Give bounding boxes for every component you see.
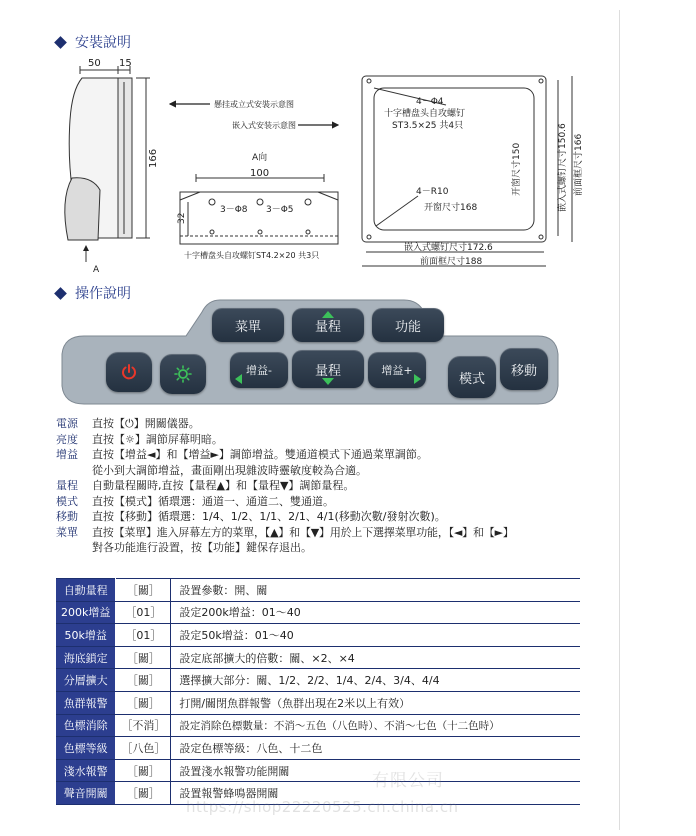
mode-key-label: 模式	[458, 371, 485, 387]
menu-key-label: 菜單	[234, 319, 261, 335]
front-holes-label: 4－Φ4	[416, 97, 444, 107]
bracket-view	[180, 174, 338, 244]
frame-height-label: 前面框尺寸166	[574, 133, 584, 196]
brightness-key[interactable]	[160, 354, 206, 394]
range-down-key[interactable]	[292, 350, 364, 388]
instruction-text: 直按【⏻】開關儀器。	[92, 417, 200, 430]
a-direction-label: A向	[252, 153, 268, 163]
window-width-label: 开窗尺寸168	[424, 203, 478, 213]
bracket-mount-label: 懸挂或立式安裝示意图	[214, 100, 294, 109]
instruction-brightness	[56, 432, 596, 448]
operate-title-text: 操作說明	[75, 286, 131, 302]
setting-value: ［關］	[116, 759, 171, 782]
front-screw-line2: ST3.5×25 共4只	[392, 121, 464, 131]
setting-value: ［八色］	[116, 737, 171, 760]
gain-up-key-label: 增益+	[381, 364, 413, 377]
instruction-text-cont: 從小到大調節增益，畫面剛出現雜波時靈敏度較為合適。	[92, 463, 367, 477]
dim-50: 50	[88, 58, 101, 69]
table-row	[56, 646, 580, 669]
keypad	[60, 298, 560, 408]
hole-8-label: 3－Φ8	[220, 205, 248, 215]
setting-name: 50k增益	[56, 624, 116, 647]
screw-height-label: 嵌入式螺钉尺寸150.6	[558, 123, 568, 212]
setting-name: 淺水報警	[56, 759, 116, 782]
instruction-term: 增益	[56, 448, 78, 461]
frame-width-label: 前面框尺寸188	[420, 257, 483, 267]
setting-desc: 設置報警蜂鳴器開關	[171, 782, 580, 805]
move-key[interactable]	[500, 348, 548, 390]
table-row	[56, 737, 580, 760]
setting-desc: 打開/關閉魚群報警（魚群出現在2米以上有效）	[171, 691, 580, 714]
table-row	[56, 691, 580, 714]
install-diagram	[0, 0, 696, 290]
instruction-menu	[56, 525, 596, 541]
setting-desc: 設定200k增益：01～40	[171, 601, 580, 624]
setting-name: 色標消除	[56, 714, 116, 737]
table-row	[56, 601, 580, 624]
gain-down-key-label: 增益-	[246, 364, 272, 377]
move-key-label: 移動	[510, 363, 537, 379]
setting-desc: 設定消除色標數量：不消～五色（八色時）、不消～七色（十二色時）	[171, 714, 580, 737]
instruction-text: 直按【菜單】進入屏幕左方的菜單，【▲】和【▼】用於上下選擇菜單功能，【◄】和【►】	[92, 525, 514, 539]
front-radius-label: 4－R10	[416, 187, 449, 197]
instruction-term: 移動	[56, 510, 78, 523]
arrow-left-icon	[235, 374, 242, 384]
embedded-mount-label: 嵌入式安装示意图	[232, 121, 296, 130]
screw-width-label: 嵌入式螺钉尺寸172.6	[404, 243, 493, 253]
setting-desc: 設置參數：開、關	[171, 579, 580, 602]
instruction-text: 直按【☼】調節屏幕明暗。	[92, 432, 223, 446]
table-row	[56, 759, 580, 782]
instruction-range	[56, 478, 596, 494]
setting-desc: 選擇擴大部分：關、1/2、2/2、1/4、2/4、3/4、4/4	[171, 669, 580, 692]
dim-32: 32	[177, 212, 187, 224]
instruction-gain	[56, 447, 596, 463]
setting-desc: 設置淺水報警功能開關	[171, 759, 580, 782]
setting-name: 海底鎖定	[56, 646, 116, 669]
setting-value: ［關］	[116, 646, 171, 669]
setting-value: ［不消］	[116, 714, 171, 737]
setting-name: 色標等級	[56, 737, 116, 760]
window-height-label: 开窗尺寸150	[512, 142, 522, 196]
instruction-term: 模式	[56, 494, 78, 508]
setting-desc: 設定色標等級：八色、十二色	[171, 737, 580, 760]
setting-name: 分層擴大	[56, 669, 116, 692]
instruction-move	[56, 509, 596, 525]
setting-value: ［關］	[116, 691, 171, 714]
table-row	[56, 624, 580, 647]
gain-up-key[interactable]	[368, 352, 426, 388]
dim-166: 166	[148, 148, 159, 168]
dim-15: 15	[119, 58, 132, 69]
power-key[interactable]	[106, 352, 152, 392]
install-title-text: 安裝說明	[75, 35, 131, 51]
instruction-text: 自動量程關時,直按【量程▲】和【量程▼】調節量程。	[92, 479, 355, 492]
instruction-term: 量程	[56, 479, 78, 492]
front-screw-line1: 十字槽盘头自攻螺钉	[384, 109, 466, 119]
setting-name: 魚群報警	[56, 691, 116, 714]
instruction-text: 直按【移動】循環選：1/4、1/2、1/1、2/1、4/1(移動次數/發射次數)。	[92, 510, 446, 523]
dim-100: 100	[250, 168, 270, 179]
setting-value: ［01］	[116, 601, 171, 624]
arrow-down-icon	[322, 378, 334, 385]
setting-value: ［關］	[116, 782, 171, 805]
function-key-label: 功能	[394, 319, 421, 335]
arrow-right-icon	[414, 374, 421, 384]
range-up-key-label: 量程	[314, 319, 341, 335]
setting-desc: 設定底部擴大的倍數：關、×2、×4	[171, 646, 580, 669]
setting-value: ［關］	[116, 669, 171, 692]
instruction-term: 菜單	[56, 525, 78, 539]
side-view	[65, 66, 150, 262]
setting-name: 自動量程	[56, 579, 116, 602]
setting-name: 200k增益	[56, 601, 116, 624]
menu-key[interactable]	[212, 308, 284, 342]
bracket-screw-note: 十字槽盘头自攻螺钉ST4.2×20 共3只	[184, 251, 320, 260]
settings-table	[56, 578, 580, 805]
watermark-url: https://shop22220525.cn.china.cn	[186, 798, 459, 816]
instructions	[56, 416, 596, 556]
hole-5-label: 3－Φ5	[266, 205, 294, 215]
instruction-power	[56, 416, 596, 432]
instruction-text-cont: 對各功能進行設置，按【功能】鍵保存退出。	[92, 541, 312, 554]
watermark-company: 有限公司	[372, 771, 444, 791]
instruction-text: 直按【增益◄】和【增益►】調節增益。雙通道模式下通過菜單調節。	[92, 448, 428, 461]
instruction-term: 亮度	[56, 432, 78, 446]
table-row	[56, 714, 580, 737]
gain-down-key[interactable]	[230, 352, 288, 388]
arrow-a-label: A	[93, 265, 100, 275]
setting-desc: 設定50k增益：01～40	[171, 624, 580, 647]
brightness-icon	[174, 365, 192, 383]
instruction-text: 直按【模式】循環選：通道一、通道二、雙通道。	[92, 494, 334, 508]
range-up-key[interactable]	[292, 308, 364, 342]
setting-value: ［01］	[116, 624, 171, 647]
setting-value: ［關］	[116, 579, 171, 602]
table-row	[56, 579, 580, 602]
front-view	[362, 76, 572, 266]
mode-key[interactable]	[448, 356, 496, 398]
power-icon	[120, 363, 138, 381]
instruction-mode	[56, 494, 596, 510]
instruction-term: 電源	[56, 417, 78, 430]
setting-name: 聲音開關	[56, 782, 116, 805]
range-down-key-label: 量程	[314, 363, 341, 379]
function-key[interactable]	[372, 308, 444, 342]
table-row	[56, 669, 580, 692]
